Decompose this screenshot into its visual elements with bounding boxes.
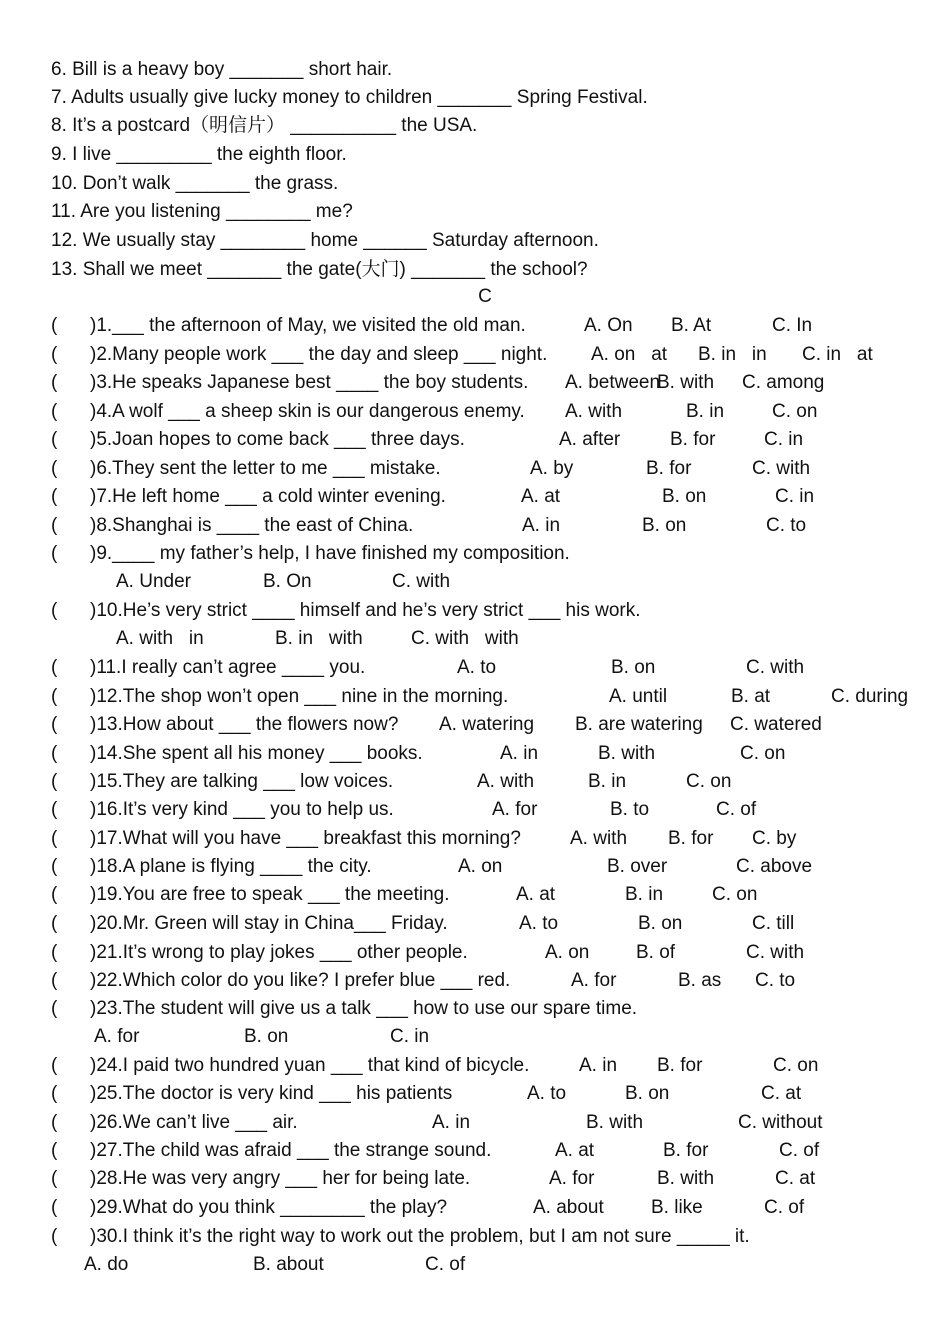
question-row [0,1052,950,1080]
option-a: A. in [432,1112,471,1133]
option-b: B. on [625,1083,670,1104]
option-b: B. with [657,1168,715,1189]
answer-bracket: ( [51,970,58,991]
question-stem: )23.The student will give us a talk ___ how to use our spare time. [90,998,638,1019]
fill-in-line: 10. Don’t walk _______ the grass. [51,173,339,194]
option-a: A. about [533,1197,604,1218]
question-stem: )29.What do you think ________ the play? [90,1197,448,1218]
option-c: C. to [755,970,796,991]
option-c: C. at [775,1168,816,1189]
answer-bracket: ( [51,401,58,422]
option-c: C. on [773,1055,819,1076]
answer-bracket: ( [51,543,58,564]
option-b: B. On [263,571,312,592]
option-a: A. at [516,884,556,905]
option-b: B. in [686,401,725,422]
question-row [0,825,950,853]
option-b: B. on [611,657,656,678]
question-stem: )21.It’s wrong to play jokes ___ other people. [90,942,468,963]
option-c: C. till [752,913,795,934]
option-a: A. with [477,771,535,792]
option-c: C. on [740,743,786,764]
question-row [0,483,950,511]
question-row [0,398,950,426]
question-row [0,540,950,568]
question-stem: )4.A wolf ___ a sheep skin is our dangerous enemy. [90,401,525,422]
option-c: C. in [390,1026,430,1047]
question-stem: )12.The shop won’t open ___ nine in the morning. [90,686,509,707]
question-stem: )26.We can’t live ___ air. [90,1112,298,1133]
option-b: B. in in [698,344,767,365]
question-stem: )13.How about ___ the flowers now? [90,714,399,735]
option-a: A. until [609,686,668,707]
answer-bracket: ( [51,1168,58,1189]
option-a: A. at [521,486,561,507]
answer-bracket: ( [51,1197,58,1218]
question-stem: )27.The child was afraid ___ the strange sound. [90,1140,492,1161]
option-c: C. on [712,884,758,905]
answer-bracket: ( [51,1083,58,1104]
question-row [0,597,950,625]
question-row [0,740,950,768]
question-row [0,683,950,711]
option-c: C. with [746,942,805,963]
question-stem: )18.A plane is flying ____ the city. [90,856,372,877]
option-a: A. On [584,315,633,336]
question-row [0,512,950,540]
answer-bracket: ( [51,998,58,1019]
option-row [0,625,950,653]
question-stem: )24.I paid two hundred yuan ___ that kind of bicycle. [90,1055,530,1076]
option-b: B. with [586,1112,644,1133]
answer-bracket: ( [51,686,58,707]
question-stem: )15.They are talking ___ low voices. [90,771,394,792]
option-c: C. by [752,828,797,849]
option-c: C. on [772,401,818,422]
question-row [0,1194,950,1222]
question-stem: )3.He speaks Japanese best ____ the boy students. [90,372,529,393]
fill-in-line: 9. I live _________ the eighth floor. [51,144,347,165]
option-b: B. on [244,1026,289,1047]
answer-bracket: ( [51,372,58,393]
option-c: C. in [775,486,815,507]
answer-bracket: ( [51,913,58,934]
answer-bracket: ( [51,771,58,792]
fill-in-line: 8. It’s a postcard（明信片） __________ the USA. [51,115,478,136]
option-a: A. watering [439,714,535,735]
question-row [0,711,950,739]
fill-in-line: 13. Shall we meet _______ the gate(大门) _______ the school? [51,259,588,280]
option-a: A. in [522,515,561,536]
option-a: A. do [84,1254,129,1275]
question-stem: )2.Many people work ___ the day and sleep ___ night. [90,344,548,365]
option-c: C. of [764,1197,805,1218]
option-c: C. without [738,1112,823,1133]
answer-bracket: ( [51,429,58,450]
question-stem: )16.It’s very kind ___ you to help us. [90,799,394,820]
option-c: C. watered [730,714,822,735]
option-a: A. to [527,1083,567,1104]
answer-bracket: ( [51,714,58,735]
option-b: B. on [638,913,683,934]
option-c: C. with with [411,628,519,649]
option-a: A. Under [116,571,191,592]
option-a: A. on at [591,344,668,365]
option-c: C. in at [802,344,873,365]
option-b: B. of [636,942,676,963]
option-b: B. for [646,458,692,479]
question-stem: )7.He left home ___ a cold winter evening. [90,486,446,507]
option-c: C. on [686,771,732,792]
option-b: B. are watering [575,714,703,735]
question-row [0,881,950,909]
question-row [0,910,950,938]
option-c: C. above [736,856,813,877]
option-b: B. in [588,771,627,792]
option-c: C. with [752,458,811,479]
answer-bracket: ( [51,600,58,621]
option-c: C. of [425,1254,466,1275]
answer-bracket: ( [51,344,58,365]
answer-bracket: ( [51,458,58,479]
option-c: C. during [831,686,909,707]
question-row [0,1223,950,1251]
option-a: A. to [457,657,497,678]
question-stem: )6.They sent the letter to me ___ mistake. [90,458,441,479]
option-b: B. for [668,828,714,849]
answer-bracket: ( [51,743,58,764]
option-a: A. for [492,799,538,820]
option-b: B. at [731,686,771,707]
question-stem: )17.What will you have ___ breakfast this morning? [90,828,521,849]
answer-bracket: ( [51,486,58,507]
question-row [0,967,950,995]
answer-bracket: ( [51,1226,58,1247]
answer-bracket: ( [51,515,58,536]
option-b: B. over [607,856,668,877]
question-stem: )25.The doctor is very kind ___ his patients [90,1083,453,1104]
option-b: B. on [642,515,687,536]
option-c: C. in [764,429,804,450]
option-a: A. with in [116,628,204,649]
option-c: C. at [761,1083,802,1104]
question-stem: )9.____ my father’s help, I have finished my composition. [90,543,570,564]
fill-in-line: 12. We usually stay ________ home ______ Saturday afternoon. [51,230,599,251]
option-b: B. with [598,743,656,764]
option-c: C. to [766,515,807,536]
option-a: A. on [545,942,590,963]
question-row [0,1109,950,1137]
question-row [0,853,950,881]
option-b: B. for [663,1140,709,1161]
option-b: B. to [610,799,650,820]
fill-in-line: 6. Bill is a heavy boy _______ short hair. [51,59,393,80]
question-stem: )10.He’s very strict ____ himself and he’s very strict ___ his work. [90,600,641,621]
question-stem: )14.She spent all his money ___ books. [90,743,423,764]
question-row [0,455,950,483]
question-row [0,1137,950,1165]
option-c: C. In [772,315,813,336]
answer-bracket: ( [51,1112,58,1133]
answer-bracket: ( [51,884,58,905]
option-a: A. after [559,429,621,450]
question-stem: )8.Shanghai is ____ the east of China. [90,515,414,536]
option-c: C. with [392,571,451,592]
section-heading-c: C [478,286,492,307]
option-b: B. about [253,1254,324,1275]
question-stem: )1.___ the afternoon of May, we visited the old man. [90,315,526,336]
option-b: B. on [662,486,707,507]
question-stem: )5.Joan hopes to come back ___ three days. [90,429,465,450]
option-b: B. in with [275,628,363,649]
question-stem: )11.I really can’t agree ____ you. [90,657,366,678]
option-a: A. for [94,1026,140,1047]
option-b: B. At [671,315,712,336]
question-stem: )19.You are free to speak ___ the meeting. [90,884,450,905]
question-row [0,369,950,397]
answer-bracket: ( [51,1140,58,1161]
option-row [0,1251,950,1279]
option-b: B. for [670,429,716,450]
option-a: A. for [549,1168,595,1189]
answer-bracket: ( [51,1055,58,1076]
option-c: C. of [779,1140,820,1161]
question-row [0,1080,950,1108]
question-row [0,654,950,682]
question-row [0,1165,950,1193]
answer-bracket: ( [51,856,58,877]
option-a: A. on [458,856,503,877]
option-c: C. with [746,657,805,678]
answer-bracket: ( [51,942,58,963]
option-b: B. as [678,970,722,991]
fill-in-line: 7. Adults usually give lucky money to children _______ Spring Festival. [51,87,648,108]
option-a: A. by [530,458,574,479]
question-row [0,341,950,369]
answer-bracket: ( [51,828,58,849]
option-a: A. with [565,401,623,422]
option-a: A. in [579,1055,618,1076]
option-c: C. of [716,799,757,820]
option-b: B. for [657,1055,703,1076]
question-stem: )22.Which color do you like? I prefer blue ___ red. [90,970,511,991]
option-a: A. at [555,1140,595,1161]
fill-in-line: 11. Are you listening ________ me? [51,201,353,222]
question-stem: )28.He was very angry ___ her for being late. [90,1168,471,1189]
option-a: A. in [500,743,539,764]
option-c: C. among [742,372,825,393]
question-stem: )30.I think it’s the right way to work out the problem, but I am not sure _____ it. [90,1226,750,1247]
option-a: A. between [565,372,661,393]
option-b: B. like [651,1197,703,1218]
answer-bracket: ( [51,315,58,336]
option-b: B. in [625,884,664,905]
question-row [0,995,950,1023]
option-a: A. to [519,913,559,934]
question-row [0,939,950,967]
option-row [0,1023,950,1051]
option-a: A. for [571,970,617,991]
question-row [0,796,950,824]
option-a: A. with [570,828,628,849]
question-stem: )20.Mr. Green will stay in China___ Friday. [90,913,448,934]
question-row [0,312,950,340]
question-row [0,768,950,796]
answer-bracket: ( [51,799,58,820]
option-row [0,568,950,596]
option-b: B. with [657,372,715,393]
question-row [0,426,950,454]
answer-bracket: ( [51,657,58,678]
